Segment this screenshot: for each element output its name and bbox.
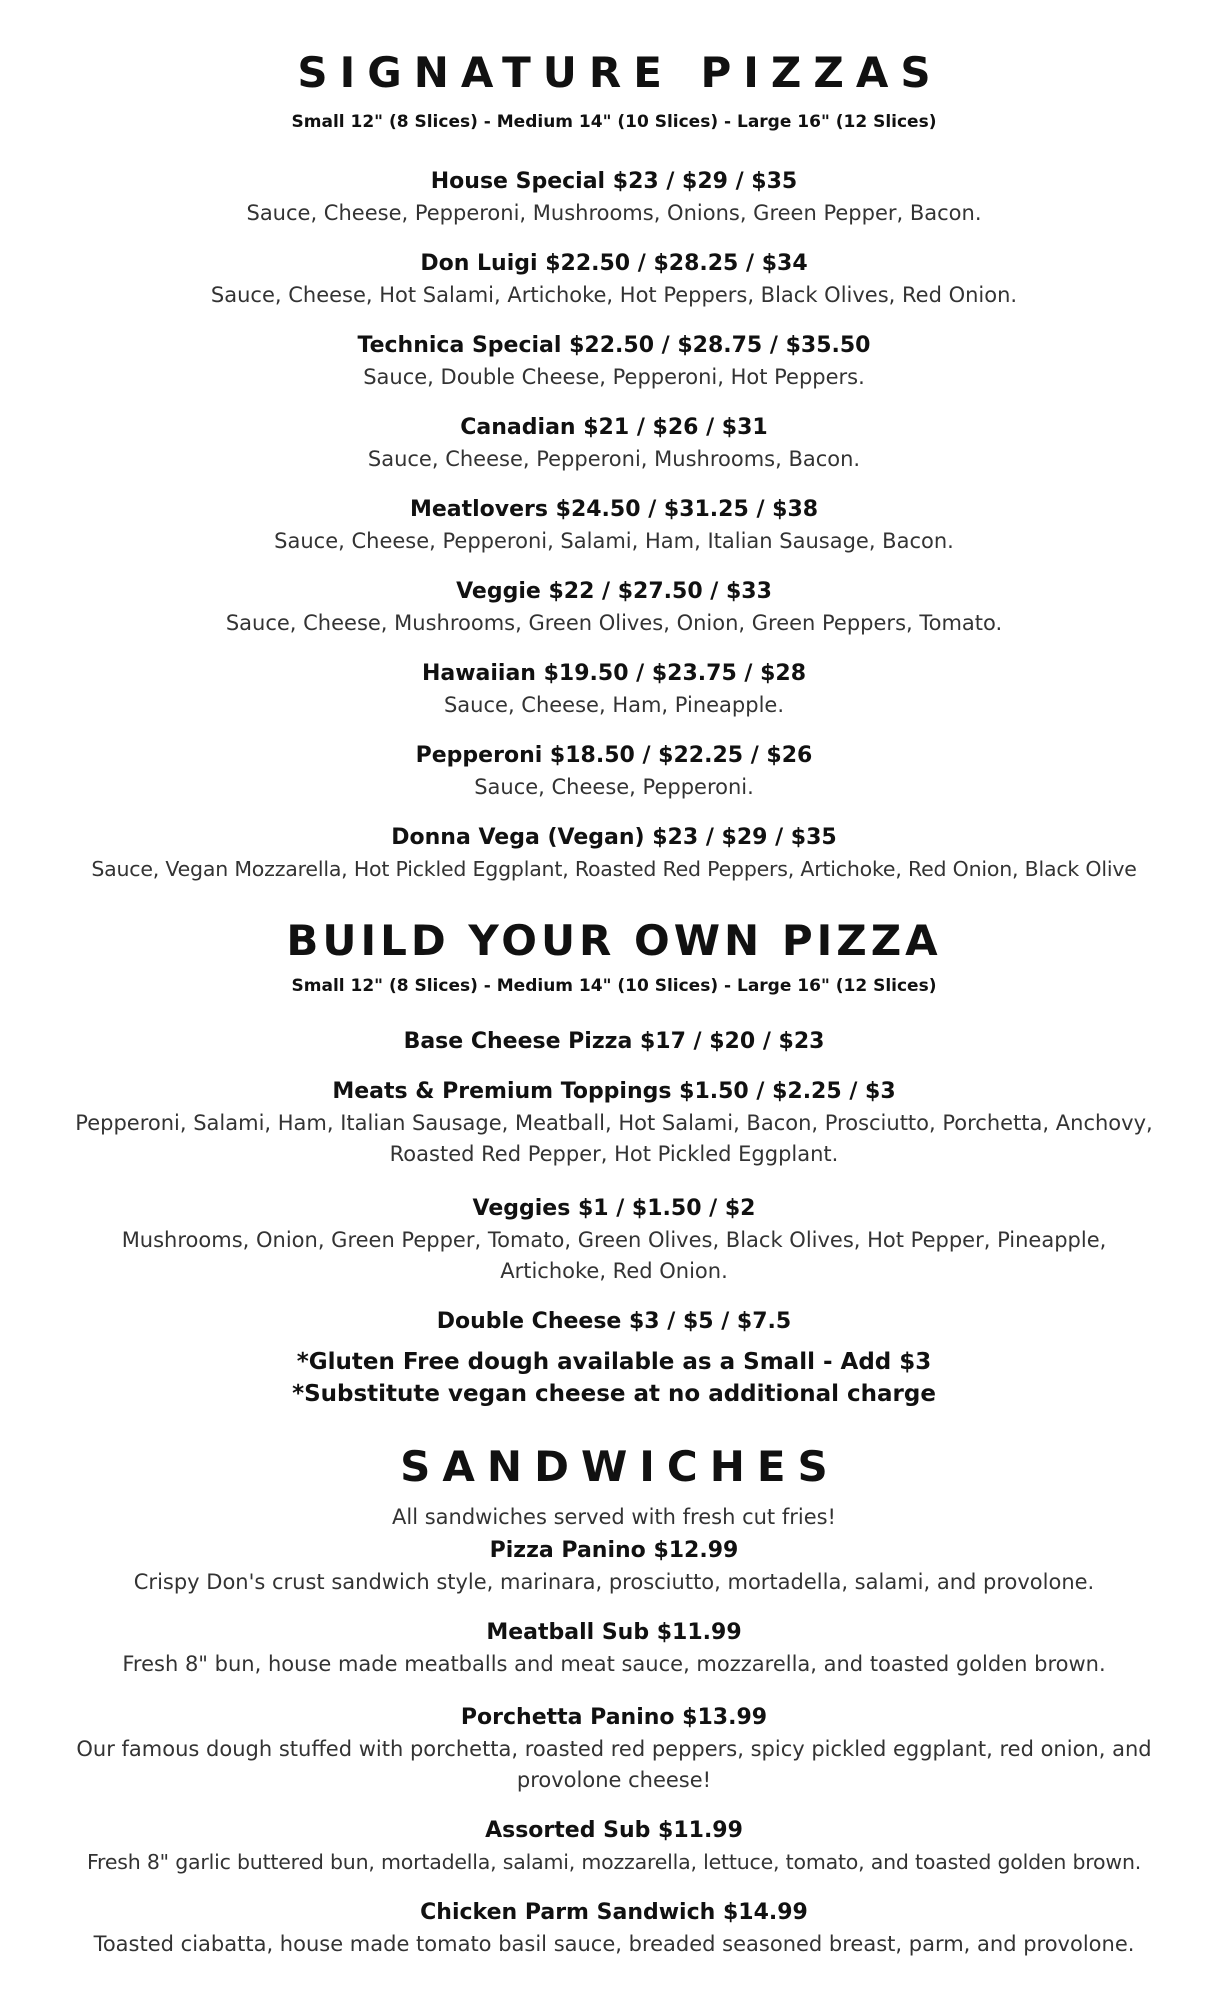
menu-item-hawaiian	[60, 658, 1168, 721]
item-description: Sauce, Double Cheese, Pepperoni, Hot Peppers.	[363, 365, 865, 389]
item-name: Meatball Sub $11.99	[486, 1620, 742, 1645]
meats-premium-toppings	[70, 1076, 1158, 1170]
item-description: Toasted ciabatta, house made tomato basil sauce, breaded seasoned breast, parm, and provolone.	[93, 1932, 1135, 1956]
item-name: Meatlovers $24.50 / $31.25 / $38	[409, 497, 819, 522]
item-description: Fresh 8" garlic buttered bun, mortadella, salami, mozzarella, lettuce, tomato, and toasted golden brown.	[86, 1850, 1142, 1874]
item-description: Sauce, Cheese, Hot Salami, Artichoke, Hot Peppers, Black Olives, Red Onion.	[210, 283, 1018, 307]
sandwiches-subtitle: All sandwiches served with fresh cut fries!	[392, 1505, 836, 1529]
sandwich-chicken-parm	[60, 1897, 1168, 1960]
item-description: Sauce, Cheese, Pepperoni, Mushrooms, Onions, Green Pepper, Bacon.	[246, 201, 982, 225]
double-cheese	[60, 1306, 1168, 1338]
item-description: Sauce, Cheese, Mushrooms, Green Olives, Onion, Green Peppers, Tomato.	[225, 611, 1003, 635]
item-name: Meats & Premium Toppings $1.50 / $2.25 / $3	[332, 1079, 896, 1104]
signature-sizes: Small 12" (8 Slices) - Medium 14" (10 Slices) - Large 16" (12 Slices)	[291, 112, 937, 132]
item-name: Donna Vega (Vegan) $23 / $29 / $35	[391, 825, 837, 850]
menu-item-meatlovers	[60, 494, 1168, 557]
menu-item-canadian	[60, 412, 1168, 475]
item-description: Fresh 8" bun, house made meatballs and meat sauce, mozzarella, and toasted golden brown.	[122, 1652, 1106, 1676]
item-name: Canadian $21 / $26 / $31	[460, 415, 768, 440]
sandwich-porchetta-panino	[70, 1702, 1158, 1796]
item-name: Veggie $22 / $27.50 / $33	[456, 579, 772, 604]
item-description: Sauce, Cheese, Pepperoni.	[474, 775, 754, 799]
item-name: Veggies $1 / $1.50 / $2	[472, 1196, 756, 1221]
item-description: Sauce, Cheese, Pepperoni, Salami, Ham, Italian Sausage, Bacon.	[274, 529, 954, 553]
item-name: Porchetta Panino $13.99	[460, 1705, 768, 1730]
menu-item-don-luigi	[60, 248, 1168, 311]
vegan-cheese-note: *Substitute vegan cheese at no additional charge	[292, 1381, 936, 1407]
sandwich-assorted-sub	[40, 1815, 1188, 1878]
item-description: Our famous dough stuffed with porchetta, roasted red peppers, spicy pickled eggplant, red onion, and provolone cheese!	[76, 1737, 1152, 1792]
menu-item-donna-vega	[40, 822, 1188, 885]
item-name: Base Cheese Pizza $17 / $20 / $23	[403, 1029, 825, 1054]
gluten-free-note: *Gluten Free dough available as a Small - Add $3	[296, 1349, 932, 1375]
item-description: Sauce, Vegan Mozzarella, Hot Pickled Eggplant, Roasted Red Peppers, Artichoke, Red Onion, Black Olive	[91, 857, 1137, 881]
item-name: Pepperoni $18.50 / $22.25 / $26	[415, 743, 813, 768]
item-name: Pizza Panino $12.99	[489, 1538, 739, 1563]
menu-item-pepperoni	[60, 740, 1168, 803]
item-name: Double Cheese $3 / $5 / $7.5	[436, 1309, 792, 1334]
item-name: Assorted Sub $11.99	[485, 1818, 743, 1843]
item-name: Technica Special $22.50 / $28.75 / $35.50	[357, 333, 871, 358]
sandwich-pizza-panino	[60, 1535, 1168, 1598]
item-description: Crispy Don's crust sandwich style, marinara, prosciutto, mortadella, salami, and provolone.	[133, 1570, 1095, 1594]
item-name: Chicken Parm Sandwich $14.99	[420, 1900, 808, 1925]
sandwich-meatball-sub	[60, 1617, 1168, 1680]
menu-item-house-special	[60, 166, 1168, 229]
item-description: Mushrooms, Onion, Green Pepper, Tomato, Green Olives, Black Olives, Hot Pepper, Pineapple, Artichoke, Red Onion.	[121, 1228, 1107, 1283]
signature-pizzas-title: SIGNATURE PIZZAS	[297, 48, 943, 97]
veggies-toppings	[110, 1193, 1118, 1287]
item-name: House Special $23 / $29 / $35	[430, 169, 798, 194]
build-your-own-title: BUILD YOUR OWN PIZZA	[286, 916, 942, 965]
item-description: Pepperoni, Salami, Ham, Italian Sausage, Meatball, Hot Salami, Bacon, Prosciutto, Porchetta, Anchovy, Roasted Red Pepper, Hot Pickled Eggplant.	[75, 1111, 1153, 1166]
sandwiches-title: SANDWICHES	[400, 1442, 840, 1491]
build-sizes: Small 12" (8 Slices) - Medium 14" (10 Slices) - Large 16" (12 Slices)	[291, 976, 937, 996]
menu-item-technica-special	[60, 330, 1168, 393]
menu-item-veggie	[60, 576, 1168, 639]
item-description: Sauce, Cheese, Pepperoni, Mushrooms, Bacon.	[367, 447, 861, 471]
item-name: Hawaiian $19.50 / $23.75 / $28	[421, 661, 807, 686]
item-name: Don Luigi $22.50 / $28.25 / $34	[420, 251, 808, 276]
item-description: Sauce, Cheese, Ham, Pineapple.	[443, 693, 785, 717]
base-cheese-pizza	[60, 1026, 1168, 1058]
